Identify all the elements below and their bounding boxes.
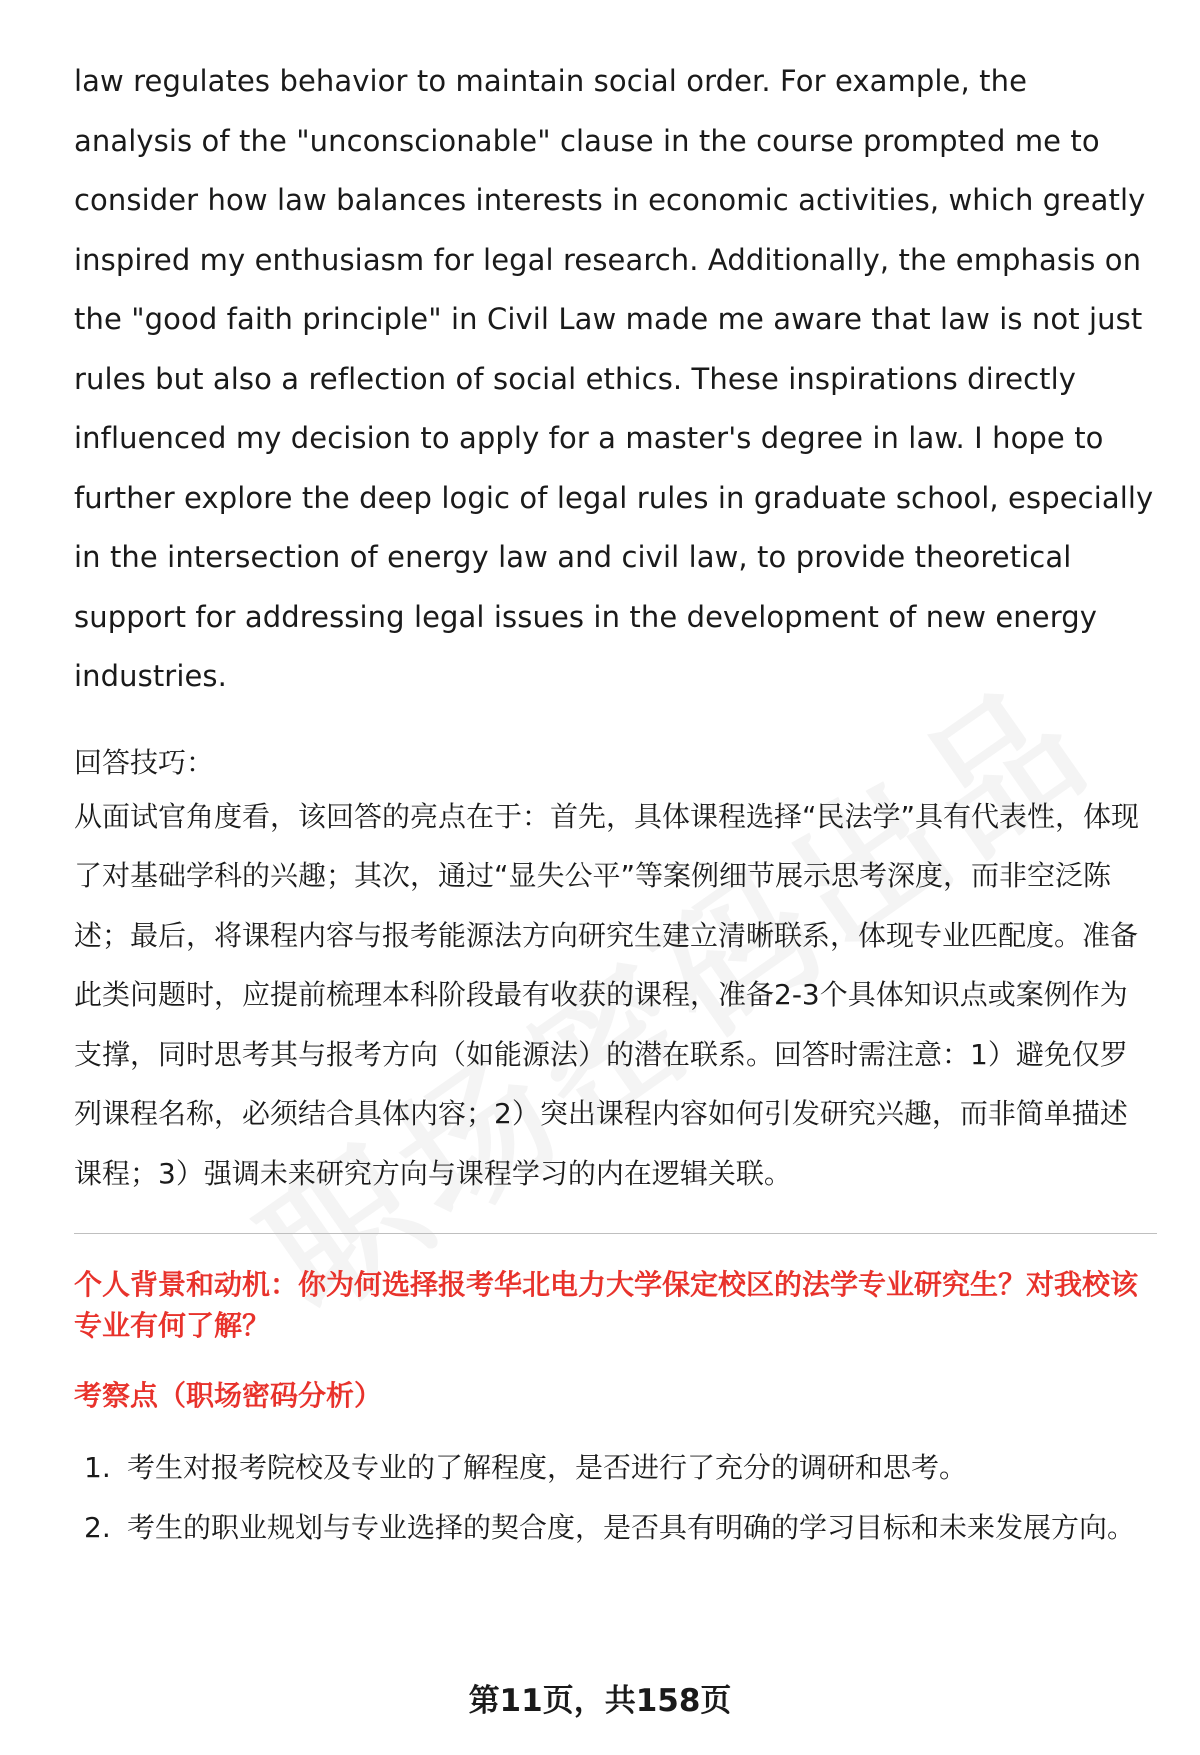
list-item (74, 1498, 1154, 1558)
assessment-points-list (74, 1438, 1154, 1557)
list-item-text: 考生的职业规划与专业选择的契合度，是否具有明确的学习目标和未来发展方向。 (127, 1510, 1136, 1544)
page-content (74, 52, 1154, 1557)
page-footer: 第11页，共158页 (468, 1683, 732, 1719)
list-item-text: 考生对报考院校及专业的了解程度，是否进行了充分的调研和思考。 (127, 1451, 968, 1484)
tips-heading: 回答技巧： (74, 745, 215, 779)
list-item (74, 1438, 1154, 1498)
list-item-number: 2. (84, 1510, 111, 1544)
assessment-points-title: 考察点（职场密码分析） (74, 1379, 383, 1412)
question-heading: 个人背景和动机：你为何选择报考华北电力大学保定校区的法学专业研究生？对我校该专业有何了解？ (74, 1268, 1139, 1342)
section-divider (74, 1233, 1157, 1234)
list-item-number: 1. (84, 1451, 111, 1484)
english-answer-paragraph: law regulates behavior to maintain social order. For example, the analysis of the "unconscionable" clause in the course prompted me to consider how law balances interests in economic activities, which greatly inspired my enthusiasm for legal research. Additionally, the emphasis on the "good faith principle" in Civil Law made me aware that law is not just rules but also a reflection of social ethics. These inspirations directly influenced my decision to apply for a master's degree in law. I hope to further explore the deep logic of legal rules in graduate school, especially in the intersection of energy law and civil law, to provide theoretical support for addressing legal issues in the development of new energy industries. (74, 64, 1154, 693)
tips-body: 从面试官角度看，该回答的亮点在于：首先，具体课程选择“民法学”具有代表性，体现了对基础学科的兴趣；其次，通过“显失公平”等案例细节展示思考深度，而非空泛陈述；最后，将课程内容与报考能源法方向研究生建立清晰联系，体现专业匹配度。准备此类问题时，应提前梳理本科阶段最有收获的课程，准备2-3个具体知识点或案例作为支撑，同时思考其与报考方向（如能源法）的潜在联系。回答时需注意：1）避免仅罗列课程名称，必须结合具体内容；2）突出课程内容如何引发研究兴趣，而非简单描述课程；3）强调未来研究方向与课程学习的内在逻辑关联。 (74, 799, 1140, 1190)
